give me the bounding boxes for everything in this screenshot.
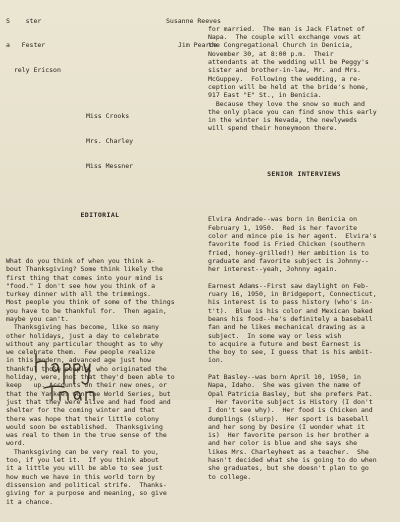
staff-name: Mrs. Charley <box>86 136 134 145</box>
staff-name: Jim Pearce <box>178 41 218 50</box>
editorial-line: would soon be established. Thanksgiving <box>6 422 163 431</box>
editorial-line: maybe you can't. <box>6 314 69 323</box>
interview-line: Earnest Adams--First saw daylight on Feb- <box>208 281 369 290</box>
editorial-line: dissension and political strife. Thanks- <box>6 480 167 489</box>
signature-drawing <box>30 350 180 400</box>
senior-interviews-heading: SENIOR INTERVIEWS <box>267 169 341 178</box>
editorial-line: in this modern, advanced age just how <box>6 356 152 365</box>
interview-line: subject. In some way or less wish <box>208 331 342 340</box>
interview-line: fan and he likes mechanical drawing as a <box>208 323 365 332</box>
article-line: Because they love the snow so much and <box>208 99 365 108</box>
interview-line: and her song by Desire (I wonder what it <box>208 422 365 431</box>
editorial-line: bout Thanksgiving? Some think likely the <box>6 265 163 274</box>
editorial-line: giving for a purpose and meaning, so give <box>6 489 167 498</box>
interview-line: the boy to see, I guess that is his ambit- <box>208 348 373 357</box>
editorial-line: it a chance. <box>6 497 54 506</box>
interview-line: t't). Blue is his color and Mexican baked <box>208 306 373 315</box>
interview-line: fried, honey-grilled!) Her ambition is to <box>208 248 369 257</box>
editorial-line: turkey dinner with all the trimmings. <box>6 290 152 299</box>
interview-line: Elvira Andrade--was born in Benicia on <box>208 215 358 224</box>
editorial-line: too, if you let it. If you think about <box>6 456 159 465</box>
wedding-announcement <box>208 25 400 133</box>
interview-line: to acquire a future and best Earnest is <box>208 339 361 348</box>
editorial-line: Thanksgiving has become, like so many <box>6 323 159 332</box>
interview-line: Napa, Idaho. She was given the name of <box>208 381 361 390</box>
editorial-line: was real to them in the true sense of the <box>6 431 167 440</box>
editorial-line: thankful those people, who originated the <box>6 364 167 373</box>
interview-line: Pat Basley--was born April 10, 1950, in <box>208 373 361 382</box>
editorial-line: Most people you think of some of the things <box>6 298 175 307</box>
masthead-line: a Fester <box>6 41 46 50</box>
interview-line: is) Her favorite person is her brother a <box>208 431 369 440</box>
editorial-line: keep up. Accounts on their new ones, or <box>6 381 167 390</box>
interview-line: and her color is blue and she says she <box>208 439 358 448</box>
editorial-heading: EDITORIAL <box>80 211 120 220</box>
interview-line: Her favorite subject is History (I don't <box>208 397 373 406</box>
editorial-line: just that they were alive and had food and <box>6 397 171 406</box>
interview-line: her interest--yeah, Johnny again. <box>208 265 338 274</box>
interview-line: Opal Patricia Basley, but she prefers Pat. <box>208 389 373 398</box>
interview-line <box>208 274 400 282</box>
interview-line: to college. <box>208 472 252 481</box>
interview-line: favorite food is Fried Chicken (southern <box>208 240 365 249</box>
editorial-line: it a little you will be able to see just <box>6 464 163 473</box>
editorial-line: What do you think of when you think a- <box>6 256 156 265</box>
article-line: November 30, at 8:00 p.m. Their <box>208 49 334 58</box>
staff-name: Miss Messner <box>86 161 134 170</box>
article-line: sister and brother-in-law, Mr. and Mrs. <box>208 66 361 75</box>
editorial-line: shelter for the coming winter and that <box>6 406 156 415</box>
interview-line: graduate and favorite subject is Johnny-- <box>208 256 369 265</box>
senior-interviews-body <box>208 215 400 481</box>
interview-line: February 1, 1950. Red is her favorite <box>208 223 358 232</box>
interview-line: I don't see why). Her food is Chicken and <box>208 406 373 415</box>
editorial-line: without any particular thought as to why <box>6 339 163 348</box>
article-line: the Congregational Church in Denicia, <box>208 41 354 50</box>
article-line: attendants at the wedding will be Peggy's <box>208 58 369 67</box>
left-column <box>6 0 194 522</box>
interview-line: hasn't decided what she is going to do when <box>208 456 377 465</box>
editorial-line: how much we have in this world torn by <box>6 472 156 481</box>
editorial-line: other holidays, just a day to celebrate <box>6 331 159 340</box>
article-line: in the winter is Nevada, the newlyweds <box>208 116 358 125</box>
interview-line: she graduates, but she doesn't plan to go <box>208 464 369 473</box>
interview-line: dumplings (slurp). Her sport is baseball <box>208 414 369 423</box>
staff-name: Susanne Reeves <box>166 16 221 25</box>
article-line: 917 East "E" St., in Benicia. <box>208 91 322 100</box>
editorial-line: we celebrate them. Few people realize <box>6 348 156 357</box>
interview-line: ion. <box>208 356 224 365</box>
handwritten-signature <box>30 350 180 400</box>
interview-line: ruary 16, 1950, in Bridgeport, Connecticut, <box>208 290 377 299</box>
editorial-line: first thing that comes into your mind is <box>6 273 163 282</box>
article-line: McGuppey. Following the wedding, a re- <box>208 74 361 83</box>
interview-line: his interest is to pass history (who's in- <box>208 298 373 307</box>
editorial-line: "food." I don't see how you think of a <box>6 281 156 290</box>
editorial-line: you have to be thankful for. Then again, <box>6 306 167 315</box>
article-line: ception will be held at the bride's home, <box>208 82 369 91</box>
masthead-line: rely Ericson <box>6 66 61 75</box>
header-names <box>118 0 221 66</box>
editorial-line: word. <box>6 439 26 448</box>
interview-line <box>208 365 400 373</box>
article-line: will spend their honeymoon there. <box>208 124 338 133</box>
interview-line: beans his food--he's definitely a baseball <box>208 314 373 323</box>
masthead-line: S ster <box>6 16 42 25</box>
editorial-line: Thanksgiving can be very real to you, <box>6 447 159 456</box>
interview-line: likes Mrs. Charleyheet as a teacher. She <box>208 447 369 456</box>
article-line: the only place you can find snow this early <box>208 107 377 116</box>
editorial-line: that the Yankees won the World Series, but <box>6 389 171 398</box>
right-column <box>166 0 400 498</box>
staff-name: Miss Crooks <box>86 111 130 120</box>
interview-line: color and mince pie is her agent. Elvira's <box>208 232 377 241</box>
article-line: Napa. The couple will exchange vows at <box>208 33 361 42</box>
editorial-line: there was hope that their little colony <box>6 414 159 423</box>
article-line: for married. The man is Jack Flatnet of <box>208 24 365 33</box>
editorial-line: holiday, were, not that they'd been able to <box>6 373 175 382</box>
